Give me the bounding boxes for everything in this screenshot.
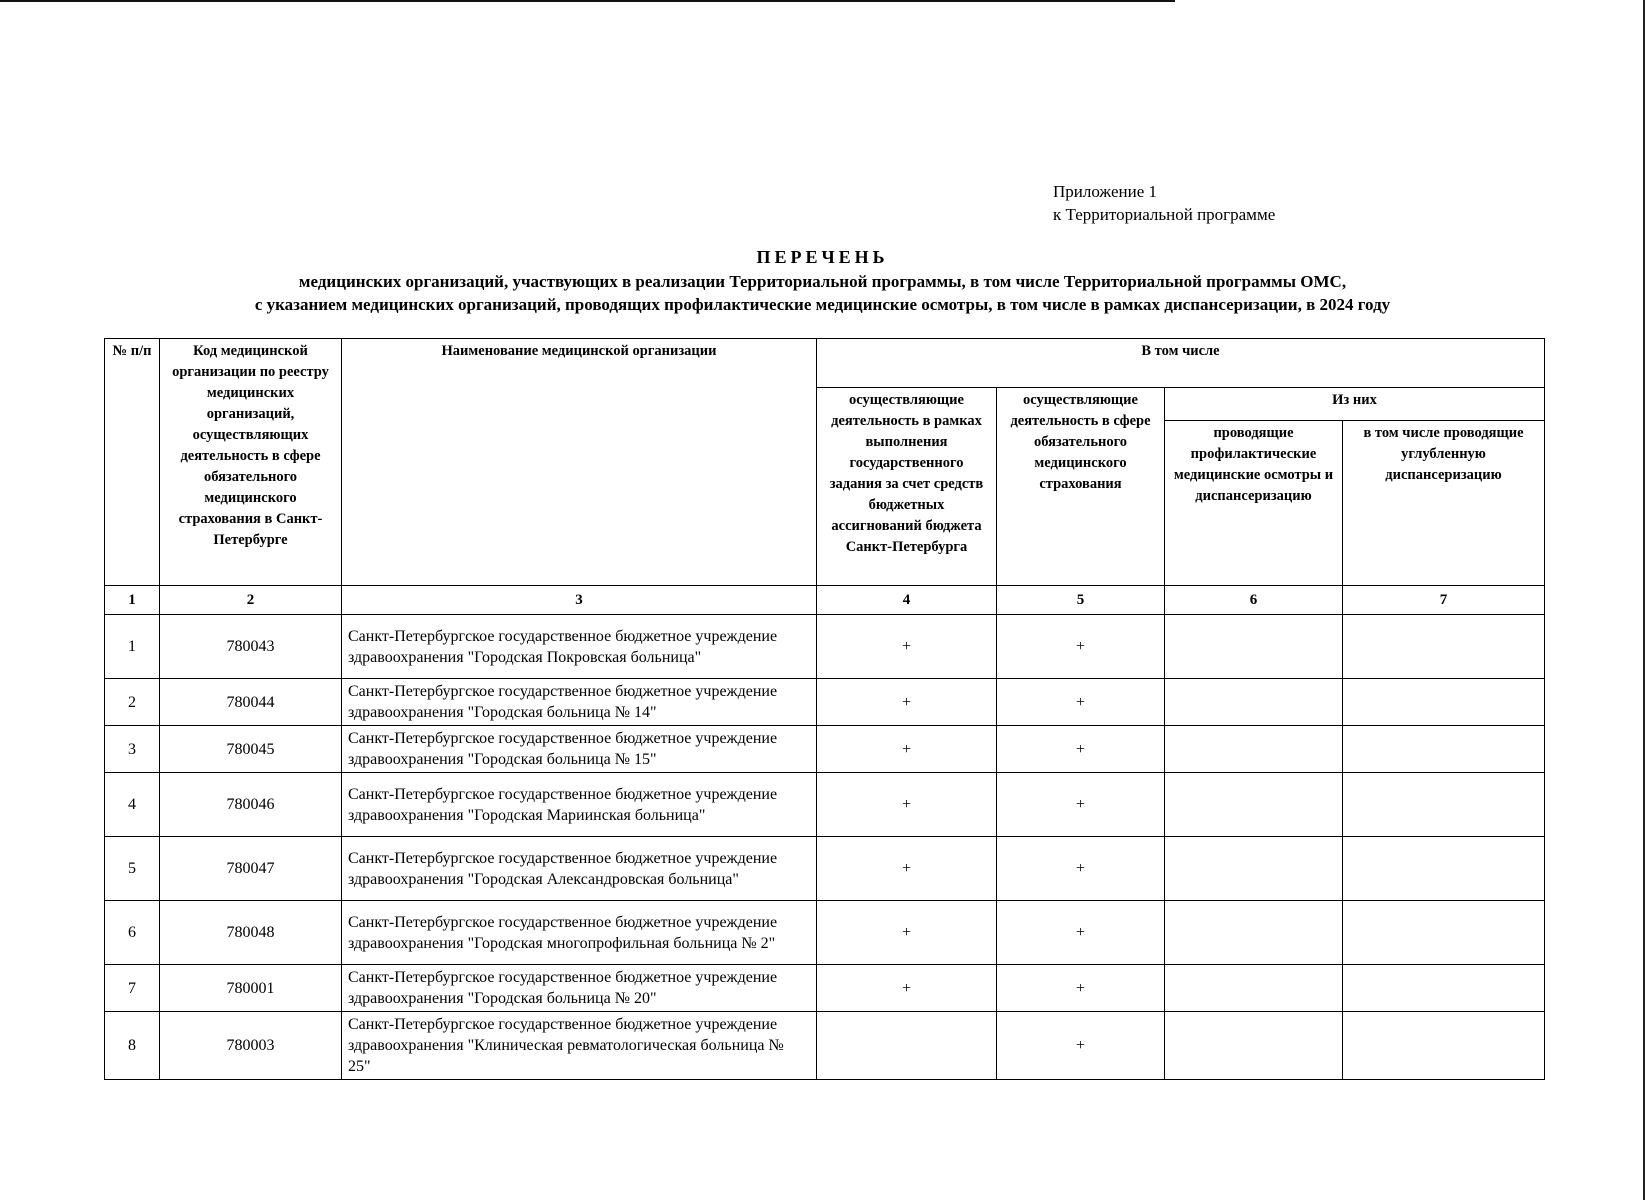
column-number: 4 bbox=[817, 586, 997, 615]
budget-mark: + bbox=[817, 901, 997, 965]
table-row bbox=[105, 773, 1545, 837]
document-title: ПЕРЕЧЕНЬ bbox=[756, 247, 889, 267]
row-number: 2 bbox=[105, 679, 160, 726]
org-code: 780001 bbox=[160, 965, 342, 1012]
org-name: Санкт-Петербургское государственное бюджетное учреждение здравоохранения "Городская многопрофильная больница № 2" bbox=[342, 901, 817, 965]
oms-mark: + bbox=[997, 1012, 1165, 1080]
row-number: 4 bbox=[105, 773, 160, 837]
column-number: 7 bbox=[1343, 586, 1545, 615]
header-budget: осуществляющие деятельность в рамках выполнения государственного задания за счет средств бюджетных ассигнований бюджета Санкт-Петербурга bbox=[817, 388, 997, 586]
deep-mark bbox=[1343, 679, 1545, 726]
table-row bbox=[105, 1012, 1545, 1080]
org-code: 780048 bbox=[160, 901, 342, 965]
header-oms: осуществляющие деятельность в сфере обязательного медицинского страхования bbox=[997, 388, 1165, 586]
column-number: 2 bbox=[160, 586, 342, 615]
prophylactic-mark bbox=[1165, 679, 1343, 726]
budget-mark: + bbox=[817, 773, 997, 837]
budget-mark: + bbox=[817, 679, 997, 726]
row-number: 3 bbox=[105, 726, 160, 773]
oms-mark: + bbox=[997, 679, 1165, 726]
row-number: 1 bbox=[105, 615, 160, 679]
column-number-row bbox=[105, 586, 1545, 615]
budget-mark: + bbox=[817, 965, 997, 1012]
scan-edge-top bbox=[0, 0, 1175, 2]
row-number: 5 bbox=[105, 837, 160, 901]
table-row bbox=[105, 679, 1545, 726]
prophylactic-mark bbox=[1165, 726, 1343, 773]
org-name: Санкт-Петербургское государственное бюджетное учреждение здравоохранения "Клиническая ревматологическая больница № 25" bbox=[342, 1012, 817, 1080]
oms-mark: + bbox=[997, 615, 1165, 679]
deep-mark bbox=[1343, 1012, 1545, 1080]
org-code: 780043 bbox=[160, 615, 342, 679]
header-num: № п/п bbox=[105, 339, 160, 586]
budget-mark: + bbox=[817, 837, 997, 901]
table-row bbox=[105, 615, 1545, 679]
prophylactic-mark bbox=[1165, 615, 1343, 679]
org-name: Санкт-Петербургское государственное бюджетное учреждение здравоохранения "Городская Мариинская больница" bbox=[342, 773, 817, 837]
prophylactic-mark bbox=[1165, 901, 1343, 965]
row-number: 7 bbox=[105, 965, 160, 1012]
table-row bbox=[105, 901, 1545, 965]
oms-mark: + bbox=[997, 773, 1165, 837]
header-name: Наименование медицинской организации bbox=[342, 339, 817, 586]
oms-mark: + bbox=[997, 837, 1165, 901]
deep-mark bbox=[1343, 615, 1545, 679]
column-number: 6 bbox=[1165, 586, 1343, 615]
column-number: 1 bbox=[105, 586, 160, 615]
organizations-table bbox=[104, 338, 1545, 1080]
org-name: Санкт-Петербургское государственное бюджетное учреждение здравоохранения "Городская Александровская больница" bbox=[342, 837, 817, 901]
org-code: 780046 bbox=[160, 773, 342, 837]
row-number: 6 bbox=[105, 901, 160, 965]
document-subtitle-line-2: с указанием медицинских организаций, проводящих профилактические медицинские осмотры, в том числе в рамках диспансеризации, в 2024 году bbox=[254, 295, 1391, 314]
header-deep: в том числе проводящие углубленную диспансеризацию bbox=[1343, 421, 1545, 586]
header-including: В том числе bbox=[817, 339, 1545, 388]
budget-mark bbox=[817, 1012, 997, 1080]
table-row bbox=[105, 837, 1545, 901]
column-number: 3 bbox=[342, 586, 817, 615]
budget-mark: + bbox=[817, 615, 997, 679]
table-row bbox=[105, 726, 1545, 773]
oms-mark: + bbox=[997, 965, 1165, 1012]
org-name: Санкт-Петербургское государственное бюджетное учреждение здравоохранения "Городская больница № 14" bbox=[342, 679, 817, 726]
org-code: 780044 bbox=[160, 679, 342, 726]
row-number: 8 bbox=[105, 1012, 160, 1080]
prophylactic-mark bbox=[1165, 837, 1343, 901]
header-prophylactic: проводящие профилактические медицинские осмотры и диспансеризацию bbox=[1165, 421, 1343, 586]
deep-mark bbox=[1343, 965, 1545, 1012]
deep-mark bbox=[1343, 726, 1545, 773]
header-of-them: Из них bbox=[1165, 388, 1545, 421]
budget-mark: + bbox=[817, 726, 997, 773]
deep-mark bbox=[1343, 773, 1545, 837]
appendix-note bbox=[1053, 180, 1275, 226]
appendix-line-1: Приложение 1 bbox=[1053, 182, 1157, 201]
deep-mark bbox=[1343, 901, 1545, 965]
org-code: 780045 bbox=[160, 726, 342, 773]
org-name: Санкт-Петербургское государственное бюджетное учреждение здравоохранения "Городская Покровская больница" bbox=[342, 615, 817, 679]
oms-mark: + bbox=[997, 726, 1165, 773]
appendix-line-2: к Территориальной программе bbox=[1053, 205, 1276, 224]
document-subtitle-line-1: медицинских организаций, участвующих в реализации Территориальной программы, в том числе Территориальной программы ОМС, bbox=[298, 272, 1347, 291]
table-row bbox=[105, 965, 1545, 1012]
prophylactic-mark bbox=[1165, 773, 1343, 837]
org-code: 780047 bbox=[160, 837, 342, 901]
org-code: 780003 bbox=[160, 1012, 342, 1080]
column-number: 5 bbox=[997, 586, 1165, 615]
deep-mark bbox=[1343, 837, 1545, 901]
prophylactic-mark bbox=[1165, 1012, 1343, 1080]
org-name: Санкт-Петербургское государственное бюджетное учреждение здравоохранения "Городская больница № 15" bbox=[342, 726, 817, 773]
oms-mark: + bbox=[997, 901, 1165, 965]
org-name: Санкт-Петербургское государственное бюджетное учреждение здравоохранения "Городская больница № 20" bbox=[342, 965, 817, 1012]
header-code: Код медицинской организации по реестру медицинских организаций, осуществляющих деятельность в сфере обязательного медицинского страхования в Санкт-Петербурге bbox=[160, 339, 342, 586]
prophylactic-mark bbox=[1165, 965, 1343, 1012]
